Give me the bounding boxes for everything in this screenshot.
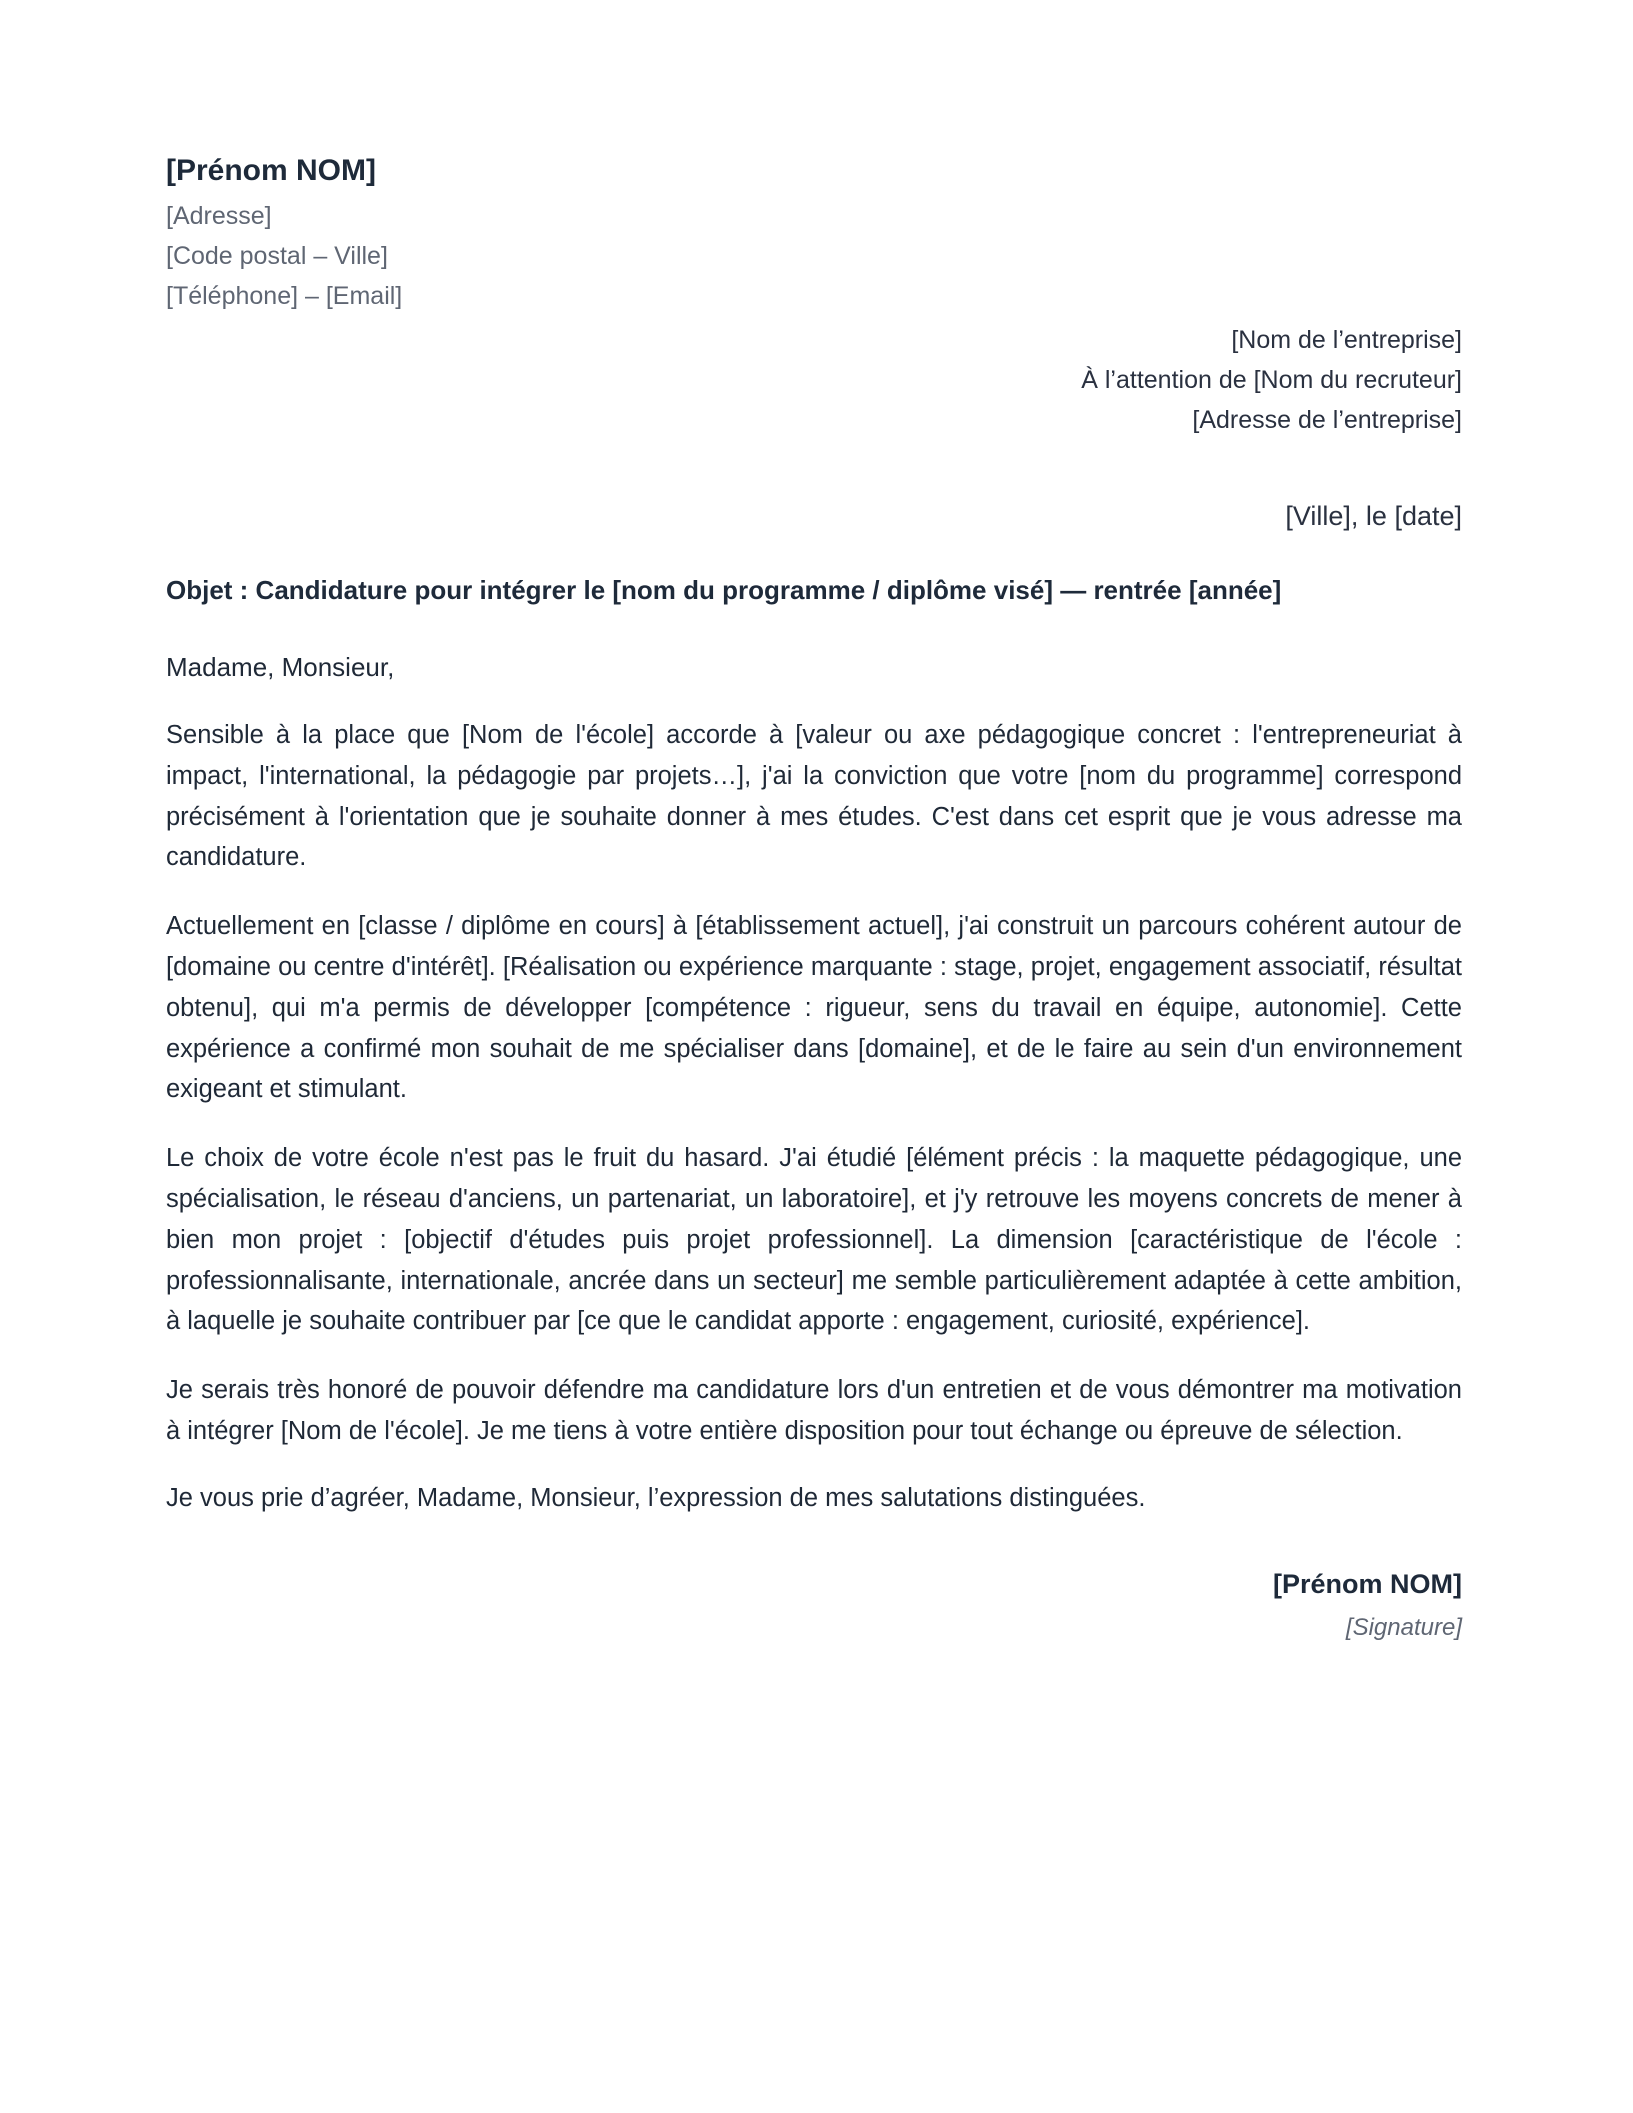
sender-block bbox=[166, 150, 1462, 316]
sender-address: [Adresse] bbox=[166, 202, 272, 230]
signature-placeholder: [Signature] bbox=[1345, 1613, 1462, 1641]
closing-formula: Je vous prie d’agréer, Madame, Monsieur, l’expression de mes salutations distinguées. bbox=[166, 1483, 1146, 1512]
recipient-attention: À l’attention de [Nom du recruteur] bbox=[1081, 366, 1462, 394]
signature-block bbox=[166, 1564, 1462, 1648]
recipient-address: [Adresse de l’entreprise] bbox=[1192, 406, 1462, 434]
body-paragraph-4: Je serais très honoré de pouvoir défendre ma candidature lors d'un entretien et de vous démontrer ma motivation à intégrer [Nom de l'école]. Je me tiens à votre entière disposition pour tout échange ou épreuve de sélection. bbox=[166, 1376, 1462, 1445]
letter-page bbox=[166, 150, 1462, 1648]
place-date: [Ville], le [date] bbox=[1285, 501, 1462, 531]
sender-city: [Code postal – Ville] bbox=[166, 242, 388, 270]
body-paragraph-1: Sensible à la place que [Nom de l'école] accorde à [valeur ou axe pédagogique concret : l'entrepreneuriat à impact, l'international, la pédagogie par projets…], j'ai la conviction que votre [nom du programme] correspond précisément à l'orientation que je souhaite donner à mes études. C'est dans cet esprit que je vous adresse ma candidature. bbox=[166, 721, 1462, 872]
recipient-block bbox=[166, 320, 1462, 440]
signature-name: [Prénom NOM] bbox=[1273, 1568, 1462, 1599]
letter-subject: Objet : Candidature pour intégrer le [nom du programme / diplôme visé] — rentrée [année] bbox=[166, 575, 1282, 605]
recipient-company: [Nom de l’entreprise] bbox=[1231, 326, 1462, 354]
body-paragraph-2: Actuellement en [classe / diplôme en cours] à [établissement actuel], j'ai construit un parcours cohérent autour de [domaine ou centre d'intérêt]. [Réalisation ou expérience marquante : stage, projet, engagement associatif, résultat obtenu], qui m'a permis de développer [compétence : rigueur, sens du travail en équipe, autonomie]. Cette expérience a confirmé mon souhait de me spécialiser dans [domaine], et de le faire au sein d'un environnement exigeant et stimulant. bbox=[166, 912, 1462, 1104]
sender-contact: [Téléphone] – [Email] bbox=[166, 282, 403, 310]
sender-name: [Prénom NOM] bbox=[166, 154, 376, 187]
body-paragraph-3: Le choix de votre école n'est pas le fruit du hasard. J'ai étudié [élément précis : la maquette pédagogique, une spécialisation, le réseau d'anciens, un partenariat, un laboratoire], et j'y retrouve les moyens concrets de mener à bien mon projet : [objectif d'études puis projet professionnel]. La dimension [caractéristique de l'école : professionnalisante, internationale, ancrée dans un secteur] me semble particulièrement adaptée à cette ambition, à laquelle je souhaite contribuer par [ce que le candidat apporte : engagement, curiosité, expérience]. bbox=[166, 1144, 1462, 1336]
salutation: Madame, Monsieur, bbox=[166, 652, 395, 682]
